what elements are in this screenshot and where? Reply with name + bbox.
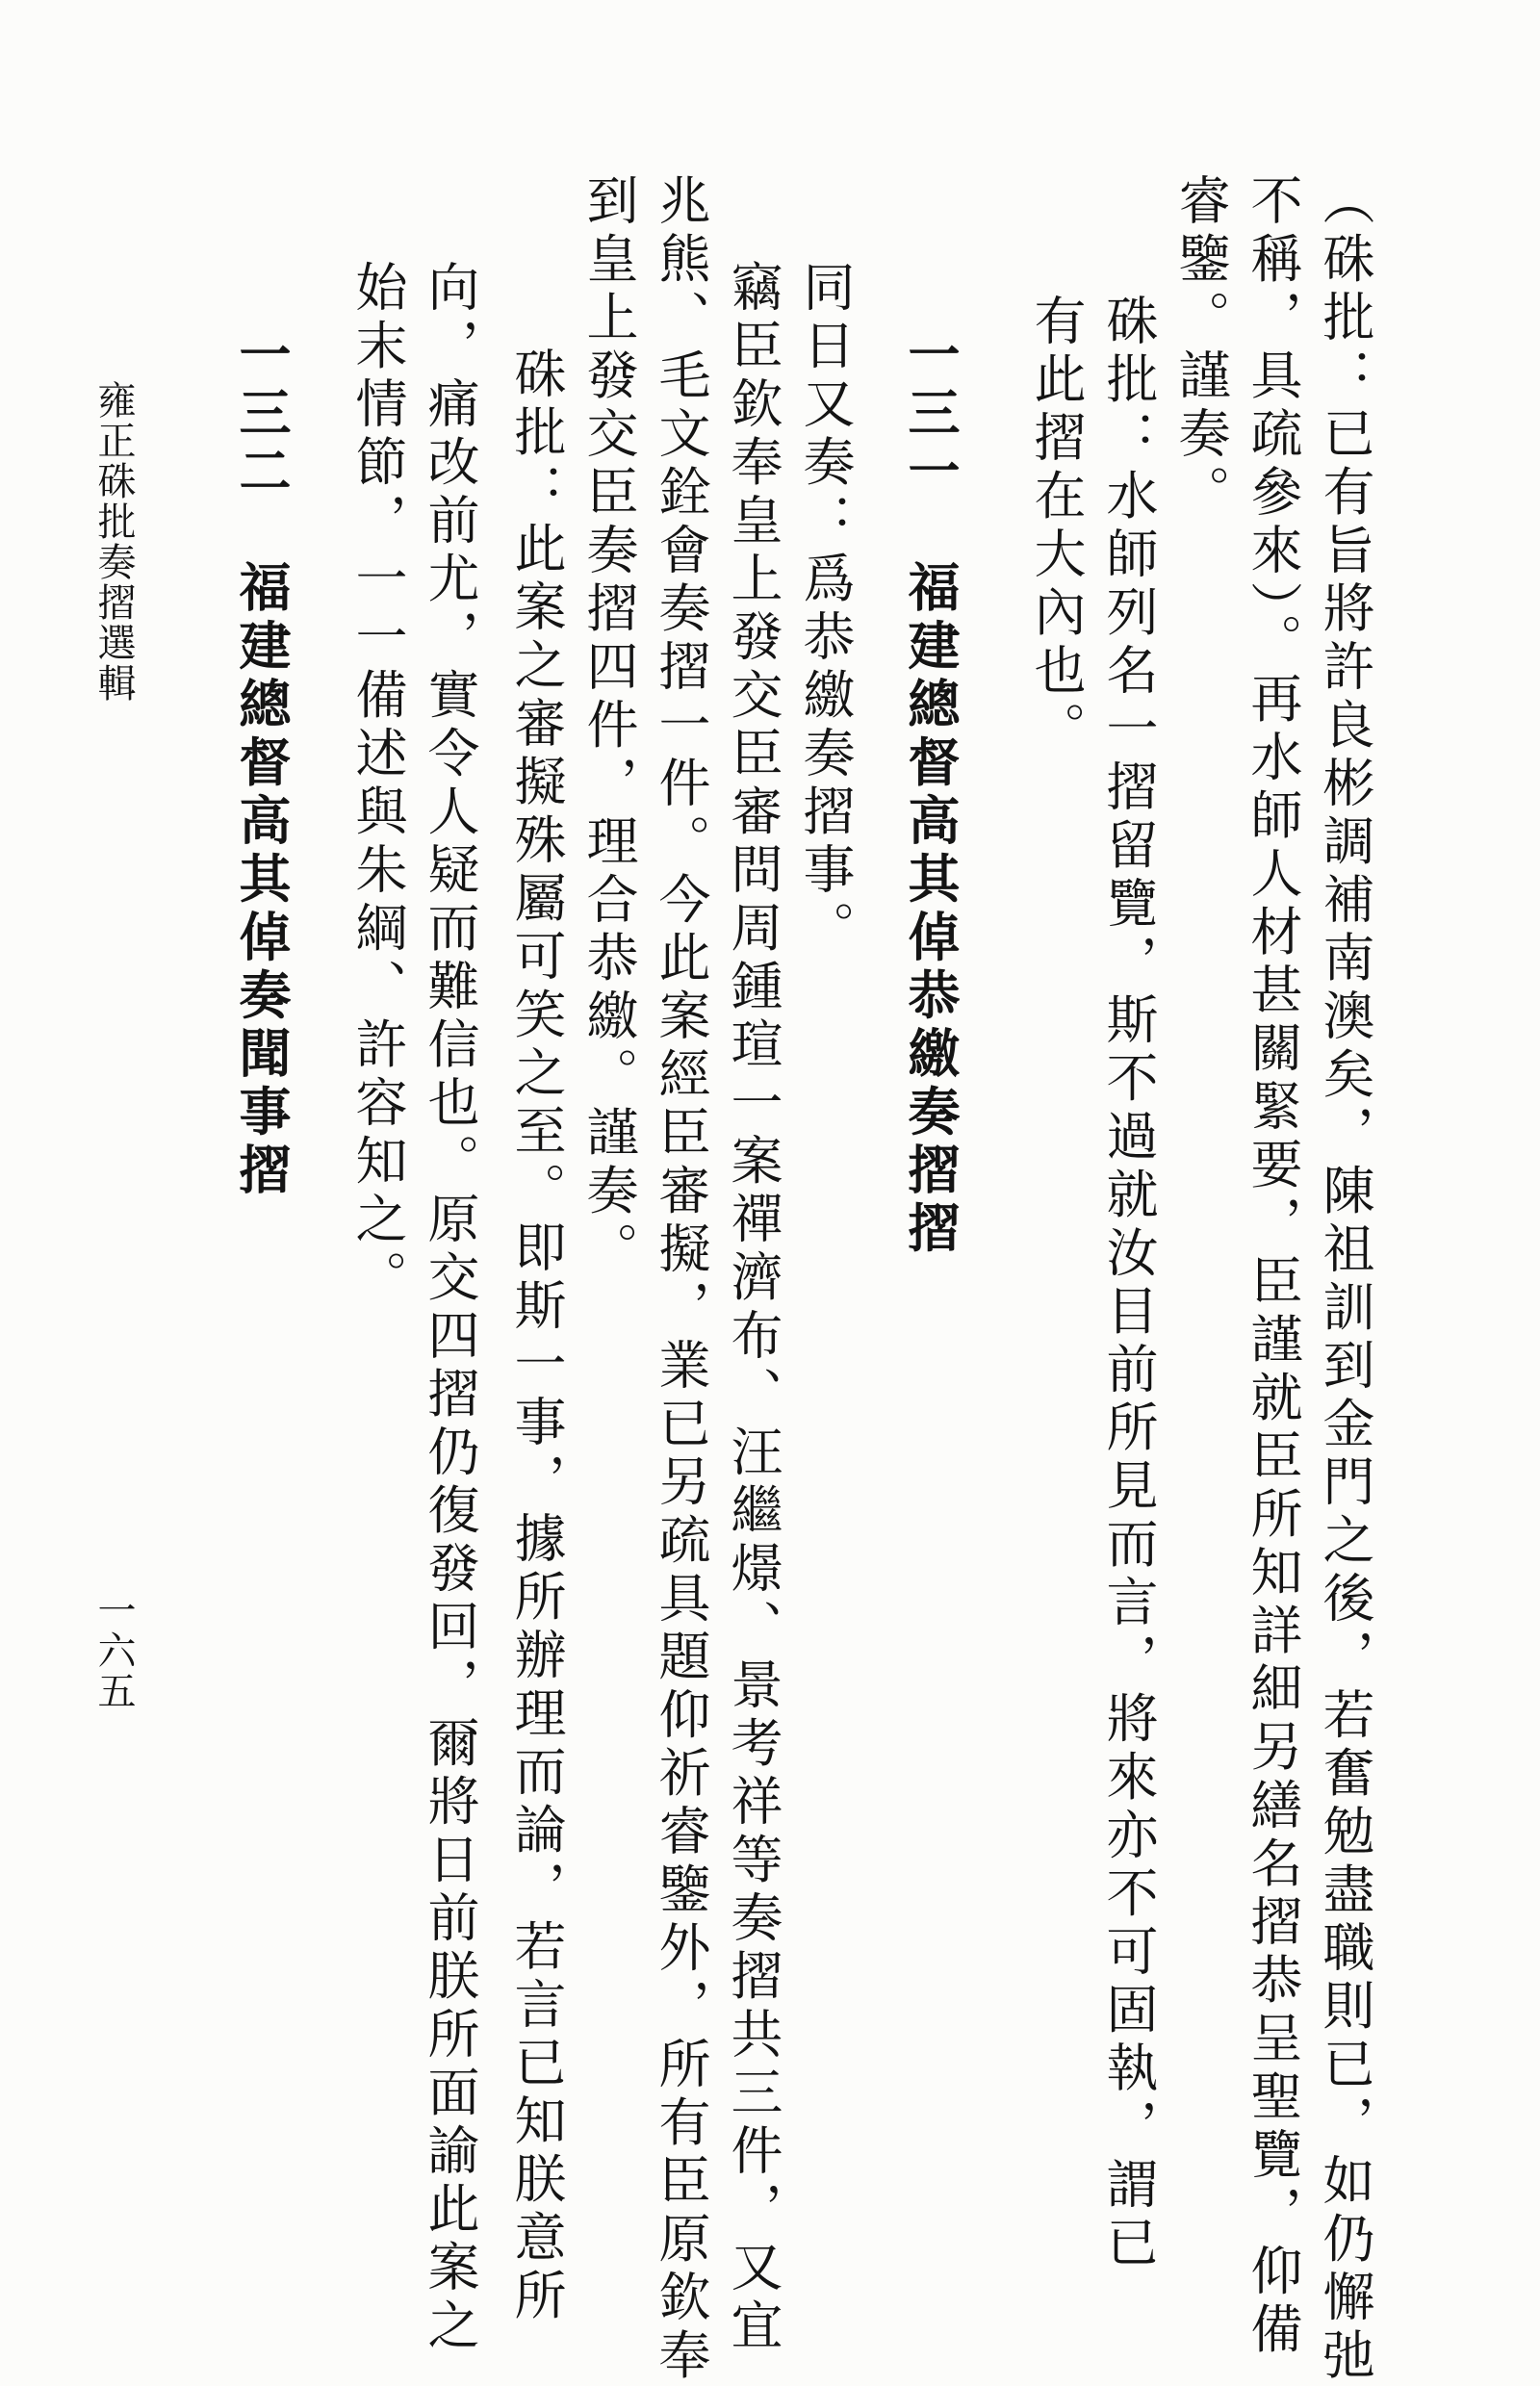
text-column: 硃批：水師列名一摺留覽，斯不過就汝目前所見而言，將來亦不可固執，謂已 xyxy=(1098,294,1159,2273)
text-column: 有此摺在大內也。 xyxy=(1026,294,1087,759)
text-column: 硃批：此案之審擬殊屬可笑之至。即斯一事，據所辦理而論，若言已知朕意所 xyxy=(506,346,567,2326)
text-column: （硃批：已有旨將許良彬調補南澳矣，陳祖訓到金門之後，若奮勉盡職則已，如仍懈弛 xyxy=(1315,173,1375,2386)
page-number: 一六五 xyxy=(91,1590,136,1711)
text-column: 始末情節，一一備述與朱綱、許容知之。 xyxy=(347,260,408,1308)
text-column: 同日又奏：爲恭繳奏摺事。 xyxy=(795,260,856,959)
text-column: 到皇上發交臣奏摺四件，理合恭繳。謹奏。 xyxy=(578,173,639,1280)
text-column: 竊臣欽奉皇上發交臣審問周鍾瑄一案禪濟布、汪繼燝、景考祥等奏摺共三件，又宜 xyxy=(723,260,783,2356)
text-column: 兆熊、毛文銓會奏摺一件。今此案經臣審擬，業已另疏具題仰祈睿鑒外，所有臣原欽奉 xyxy=(651,173,711,2386)
text-column: 不稱，具疏參來）。再水師人材甚關緊要，臣謹就臣所知詳細另繕名摺恭呈聖覽，仰備 xyxy=(1243,173,1303,2360)
section-heading: 一三一 福建總督高其倬恭繳奏摺摺 xyxy=(900,327,962,1259)
text-column: 向，痛改前尤，實令人疑而難信也。原交四摺仍復發回，爾將日前朕所面諭此案之 xyxy=(420,260,480,2356)
running-title: 雍正硃批奏摺選輯 xyxy=(91,380,136,704)
text-column: 睿鑒。謹奏。 xyxy=(1170,173,1231,523)
section-heading: 一三二 福建總督高其倬奏聞事摺 xyxy=(231,327,293,1201)
